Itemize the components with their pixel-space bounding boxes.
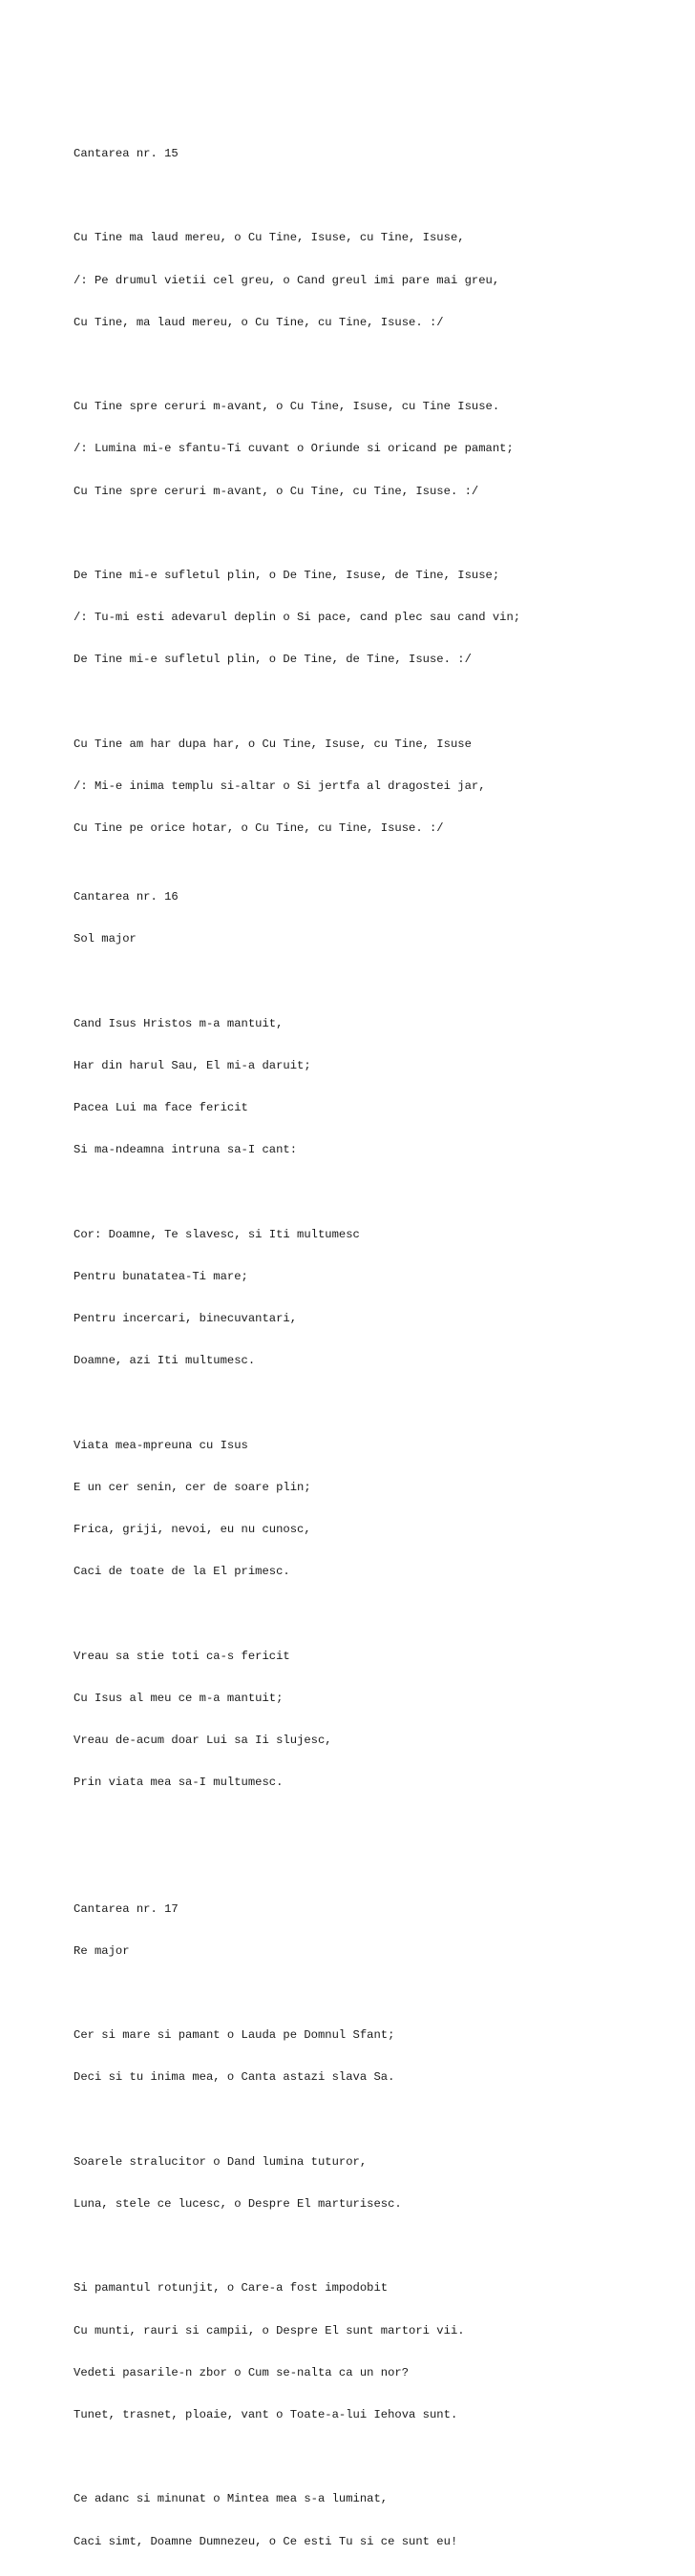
verse-line: Cu Tine spre ceruri m-avant, o Cu Tine, cu Tine, Isuse. :/ [74,484,479,498]
verse-line: Pacea Lui ma face fericit [74,1101,248,1115]
song-title: Cantarea nr. 16 [74,890,179,904]
song-title: Cantarea nr. 17 [74,1901,179,1916]
verse-line: Cand Isus Hristos m-a mantuit, [74,1016,284,1030]
verse-line: De Tine mi-e sufletul plin, o De Tine, de Tine, Isuse. :/ [74,653,472,667]
verse-line: Cu Tine spre ceruri m-avant, o Cu Tine, Isuse, cu Tine Isuse. [74,400,500,414]
document-page [74,93,684,2576]
song-title: Cantarea nr. 15 [74,147,179,160]
spacer [74,1185,684,1200]
verse-line: Cu Tine, ma laud mereu, o Cu Tine, cu Tine, Isuse. :/ [74,315,444,329]
verse-line: Deci si tu inima mea, o Canta astazi slava Sa. [74,2070,395,2085]
verse-line: Caci simt, Doamne Dumnezeu, o Ce esti Tu si ce sunt eu! [74,2534,458,2548]
chorus-line: Cor: Doamne, Te slavesc, si Iti multumesc [74,1227,360,1241]
verse-line: Viata mea-mpreuna cu Isus [74,1438,248,1452]
verse-line: E un cer senin, cer de soare plin; [74,1480,311,1494]
verse-line: Cu Tine pe orice hotar, o Cu Tine, cu Tine, Isuse. :/ [74,821,444,835]
verse-line: Cu Isus al meu ce m-a mantuit; [74,1691,284,1705]
spacer [74,694,684,709]
song-key: Sol major [74,932,137,946]
spacer [74,526,684,541]
spacer [74,1817,684,1847]
verse-line: Soarele stralucitor o Dand lumina tuturor, [74,2154,368,2169]
spacer [74,2449,684,2464]
verse-line: Cer si mare si pamant o Lauda pe Domnul Sfant; [74,2028,395,2043]
verse-line: Cu Tine am har dupa har, o Cu Tine, Isuse, cu Tine, Isuse [74,737,472,751]
spacer [74,188,684,203]
song-key: Re major [74,1943,130,1958]
verse-line: Vreau sa stie toti ca-s fericit [74,1649,290,1663]
verse-line: /: Mi-e inima templu si-altar o Si jertfa al dragostei jar, [74,779,486,793]
verse-line: /: Lumina mi-e sfantu-Ti cuvant o Oriunde si oricand pe pamant; [74,442,514,456]
chorus-line: Doamne, azi Iti multumesc. [74,1354,256,1368]
chorus-line: Pentru incercari, binecuvantari, [74,1312,298,1326]
verse-line: Cu munti, rauri si campii, o Despre El sunt martori vii. [74,2323,465,2337]
spacer [74,357,684,372]
verse-line: Vedeti pasarile-n zbor o Cum se-nalta ca un nor? [74,2365,410,2379]
spacer [74,2238,684,2254]
verse-line: Cu Tine ma laud mereu, o Cu Tine, Isuse, cu Tine, Isuse, [74,231,465,245]
verse-line: Tunet, trasnet, ploaie, vant o Toate-a-lui Iehova sunt. [74,2407,458,2421]
verse-line: De Tine mi-e sufletul plin, o De Tine, Isuse, de Tine, Isuse; [74,568,500,582]
spacer [74,1985,684,2001]
verse-line: Vreau de-acum doar Lui sa Ii slujesc, [74,1733,332,1747]
spacer [74,2112,684,2128]
verse-line: Caci de toate de la El primesc. [74,1565,290,1579]
verse-line: Ce adanc si minunat o Mintea mea s-a luminat, [74,2492,389,2506]
verse-line: Si ma-ndeamna intruna sa-I cant: [74,1143,298,1157]
verse-line: Si pamantul rotunjit, o Care-a fost impodobit [74,2281,389,2296]
verse-line: Luna, stele ce lucesc, o Despre El marturisesc. [74,2197,402,2212]
spacer [74,1606,684,1621]
spacer [74,974,684,989]
verse-line: Frica, griji, nevoi, eu nu cunosc, [74,1523,311,1536]
verse-line: Har din harul Sau, El mi-a daruit; [74,1058,311,1072]
spacer [74,1395,684,1410]
verse-line: /: Tu-mi esti adevarul deplin o Si pace, cand plec sau cand vin; [74,611,521,625]
chorus-line: Pentru bunatatea-Ti mare; [74,1269,248,1283]
verse-line: /: Pe drumul vietii cel greu, o Cand greul imi pare mai greu, [74,273,500,287]
verse-line: Prin viata mea sa-I multumesc. [74,1776,284,1790]
